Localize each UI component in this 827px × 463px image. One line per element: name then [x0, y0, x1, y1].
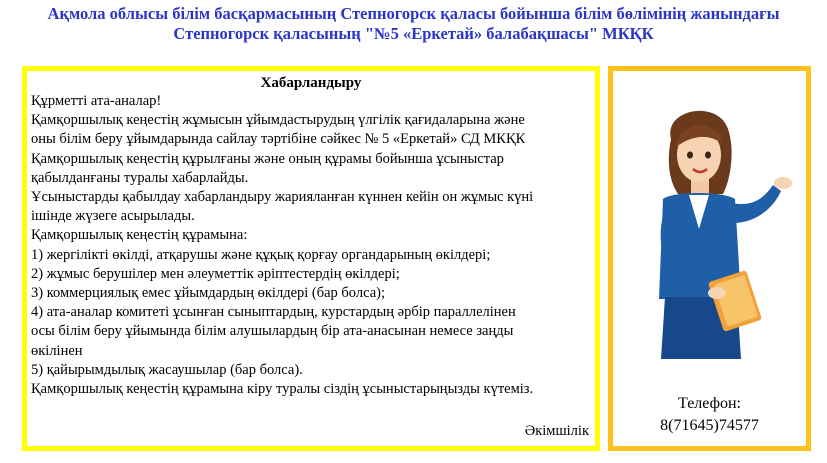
announcement-line: 1) жергілікті өкілді, атқарушы және құқық қорғау органдарының өкілдері; — [31, 246, 491, 263]
announcement-line: осы білім беру ұйымында білім алушылардың бір ата-анасынан немесе заңды — [31, 323, 514, 340]
phone-label: Телефон: — [678, 395, 741, 412]
signature: Әкімшілік — [524, 423, 589, 439]
page-header — [0, 0, 827, 44]
announcement-body — [27, 92, 595, 399]
announcement-line: Қамқоршылық кеңестің құрамына: — [31, 227, 248, 244]
announcement-line: қабылданғаны туралы хабарлайды. — [31, 169, 249, 186]
announcement-title: Хабарландыру — [260, 75, 362, 91]
phone-number: 8(71645)74577 — [660, 417, 759, 434]
header-line-1: Ақмола облысы білім басқармасының Степногорск қаласы бойынша білім бөлімінің жанындағы — [47, 4, 780, 23]
announcement-line: Қамқоршылық кеңестің құрылғаны және оның құрамы бойынша ұсыныстар — [31, 150, 504, 167]
announcement-line: 5) қайырымдылық жасаушылар (бар болса). — [31, 361, 303, 378]
announcement-line: Қамқоршылық кеңестің жұмысын ұйымдастырудың үлгілік қағидаларына және — [31, 112, 525, 129]
announcement-line: 2) жұмыс берушілер мен әлеуметтік әріптестердің өкілдері; — [31, 265, 400, 282]
announcement-line: 4) ата-аналар комитеті ұсынған сыныптардың, курстардың әрбір параллелінен — [31, 304, 516, 321]
announcement-line: Ұсыныстарды қабылдау хабарландыру жарияланған күннен кейін он жұмыс күні — [31, 189, 534, 206]
header-line-2: Степногорск қаласының "№5 «Еркетай» балабақшасы" МКҚК — [173, 24, 654, 43]
announcement-line: өкілінен — [31, 342, 83, 359]
contact-panel — [608, 66, 811, 451]
announcement-line: 3) коммерциялық емес ұйымдардың өкілдері (бар болса); — [31, 285, 386, 302]
announcement-panel — [22, 66, 600, 451]
announcement-line: Құрметті ата-аналар! — [31, 93, 162, 109]
announcement-line: Қамқоршылық кеңестің құрамына кіру туралы сіздің ұсыныстарыңызды күтеміз. — [31, 381, 534, 398]
presenter-illustration — [623, 99, 798, 359]
announcement-line: ішінде жүзеге асырылады. — [31, 208, 195, 225]
announcement-line: оны білім беру ұйымдарында сайлау тәртібіне сәйкес № 5 «Еркетай» СД МКҚК — [31, 131, 526, 148]
